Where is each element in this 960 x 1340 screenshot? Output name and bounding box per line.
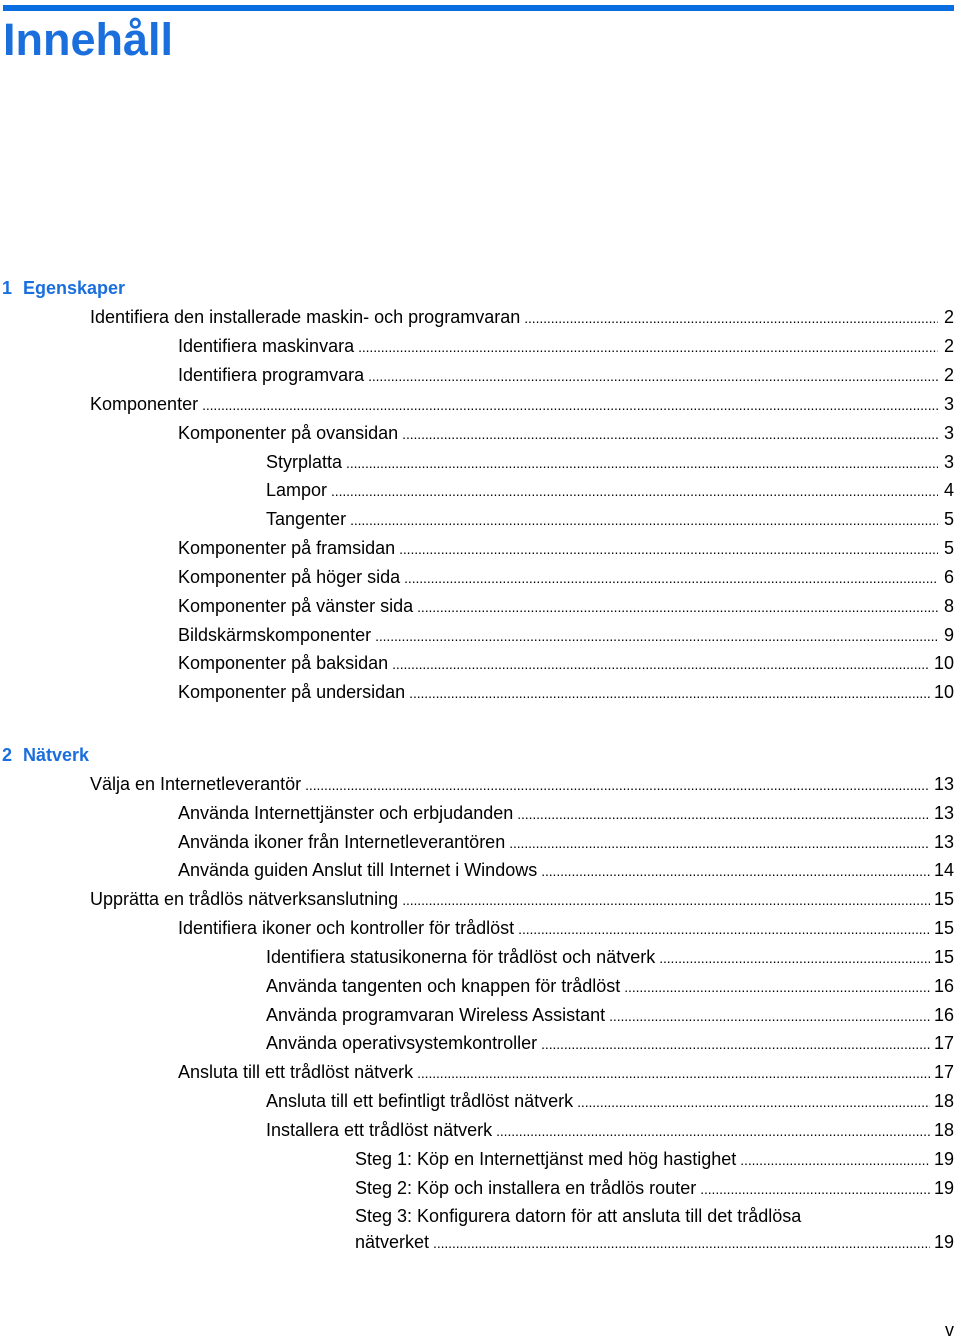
leader-dots (417, 595, 938, 618)
toc-page-number: 19 (933, 1178, 954, 1198)
leader-dots (368, 364, 938, 387)
toc-entry-text: Använda operativsystemkontroller (266, 1033, 538, 1053)
toc-page-number: 5 (943, 538, 954, 558)
toc-entry[interactable] (178, 831, 954, 854)
top-rule (3, 5, 954, 11)
leader-dots (518, 917, 930, 940)
leader-dots (524, 306, 938, 329)
toc-entry-text: Identifiera ikoner och kontroller för trådlöst (178, 918, 515, 938)
toc-entry-text: Identifiera statusikonerna för trådlöst och nätverk (266, 947, 656, 967)
toc-entry-text: Identifiera programvara (178, 365, 365, 385)
toc-entry[interactable] (266, 479, 954, 502)
leader-dots (358, 335, 938, 358)
leader-dots (577, 1090, 930, 1113)
toc-page-number: 15 (933, 918, 954, 938)
toc-entry[interactable] (266, 975, 954, 998)
leader-dots (331, 479, 938, 502)
toc-page-number: 15 (933, 947, 954, 967)
toc-page-number: 10 (933, 682, 954, 702)
leader-dots (202, 393, 938, 416)
toc-entry-text: Tangenter (266, 509, 347, 529)
leader-dots (350, 508, 938, 531)
page-title: Innehåll (3, 14, 174, 65)
leader-dots (399, 537, 938, 560)
toc-entry[interactable] (266, 1090, 954, 1113)
toc-entry-text: Identifiera maskinvara (178, 336, 355, 356)
toc-entry-text: Komponenter (90, 394, 199, 414)
toc-entry[interactable] (178, 566, 954, 589)
toc-page-number: 16 (933, 1005, 954, 1025)
toc-page-number: 19 (933, 1149, 954, 1169)
toc-page-number: 8 (943, 596, 954, 616)
leader-dots (609, 1004, 930, 1027)
toc-entry-text: Upprätta en trådlös nätverksanslutning (90, 889, 399, 909)
toc-entry-text: Lampor (266, 480, 328, 500)
leader-dots (740, 1148, 930, 1171)
toc-entry[interactable] (355, 1177, 954, 1200)
toc-page-number: 17 (933, 1062, 954, 1082)
toc-entry[interactable] (178, 335, 954, 358)
leader-dots (375, 624, 938, 647)
toc-page-number: 3 (943, 423, 954, 443)
toc-page-number: 15 (933, 889, 954, 909)
leader-dots (409, 681, 930, 704)
chapter-heading[interactable] (2, 277, 125, 299)
toc-entry[interactable] (90, 888, 954, 911)
leader-dots (417, 1061, 930, 1084)
chapter-title: Nätverk (23, 745, 90, 765)
leader-dots (509, 831, 930, 854)
toc-entry[interactable] (90, 773, 954, 796)
toc-page-number: 6 (943, 567, 954, 587)
leader-dots (517, 802, 930, 825)
toc-entry-text: Identifiera den installerade maskin- och programvaran (90, 307, 521, 327)
toc-entry-text: Använda tangenten och knappen för trådlöst (266, 976, 621, 996)
toc-entry-text: Använda Internettjänster och erbjudanden (178, 803, 514, 823)
toc-entry[interactable] (178, 859, 954, 882)
chapter-number: 2 (2, 745, 13, 765)
toc-entry-text: Komponenter på baksidan (178, 653, 389, 673)
toc-entry[interactable] (90, 306, 954, 329)
toc-entry-text: Komponenter på vänster sida (178, 596, 414, 616)
toc-page-number: 18 (933, 1091, 954, 1111)
toc-entry-text: nätverket (355, 1232, 430, 1252)
toc-page-number: 3 (943, 452, 954, 472)
toc-entry[interactable] (90, 393, 954, 416)
chapter-number: 1 (2, 278, 13, 298)
toc-entry[interactable] (178, 917, 954, 940)
leader-dots (404, 566, 938, 589)
toc-page-number: 2 (943, 307, 954, 327)
toc-entry[interactable] (266, 1119, 954, 1142)
toc-page-number: 13 (933, 774, 954, 794)
leader-dots (659, 946, 930, 969)
toc-page-number: 16 (933, 976, 954, 996)
toc-entry[interactable] (355, 1231, 954, 1254)
toc-entry-text: Komponenter på höger sida (178, 567, 401, 587)
toc-entry[interactable] (266, 508, 954, 531)
toc-entry-text: Välja en Internetleverantör (90, 774, 302, 794)
chapter-heading[interactable] (2, 744, 89, 766)
leader-dots (392, 652, 930, 675)
toc-page-number: 13 (933, 803, 954, 823)
toc-entry[interactable] (178, 652, 954, 675)
leader-dots (433, 1231, 930, 1254)
toc-entry[interactable] (178, 364, 954, 387)
toc-entry[interactable] (178, 681, 954, 704)
toc-entry-text: Steg 2: Köp och installera en trådlös router (355, 1178, 697, 1198)
toc-entry-text: Använda guiden Anslut till Internet i Windows (178, 860, 538, 880)
toc-entry[interactable] (178, 595, 954, 618)
toc-page-number: 13 (933, 832, 954, 852)
toc-page-number: 14 (933, 860, 954, 880)
toc-entry[interactable] (178, 422, 954, 445)
toc-page-number: 9 (943, 625, 954, 645)
toc-entry[interactable] (355, 1148, 954, 1171)
toc-page-number: 19 (933, 1232, 954, 1252)
toc-page-number: 17 (933, 1033, 954, 1053)
toc-entry-text: Steg 1: Köp en Internettjänst med hög hastighet (355, 1149, 737, 1169)
toc-entry-text: Bildskärmskomponenter (178, 625, 372, 645)
leader-dots (624, 975, 930, 998)
toc-entry-text: Använda programvaran Wireless Assistant (266, 1005, 606, 1025)
toc-page-number: 2 (943, 365, 954, 385)
toc-page-number: 4 (943, 480, 954, 500)
toc-entry[interactable] (178, 624, 954, 647)
toc-entry-text: Ansluta till ett trådlöst nätverk (178, 1062, 414, 1082)
toc-entry[interactable] (178, 537, 954, 560)
leader-dots (305, 773, 930, 796)
chapter-title: Egenskaper (23, 278, 126, 298)
toc-entry-text: Ansluta till ett befintligt trådlöst nätverk (266, 1091, 574, 1111)
toc-page-number: 10 (933, 653, 954, 673)
toc-entry-text: Styrplatta (266, 452, 343, 472)
toc-entry-text: Komponenter på undersidan (178, 682, 406, 702)
toc-entry[interactable] (266, 451, 954, 474)
toc-entry-text: Komponenter på framsidan (178, 538, 396, 558)
leader-dots (346, 451, 938, 474)
toc-page-number: 18 (933, 1120, 954, 1140)
toc-entry-first-line[interactable]: Steg 3: Konfigurera datorn för att ansluta till det trådlösa (355, 1206, 802, 1226)
leader-dots (402, 888, 930, 911)
toc-page-number: 5 (943, 509, 954, 529)
leader-dots (541, 859, 930, 882)
toc-entry-text: Installera ett trådlöst nätverk (266, 1120, 493, 1140)
toc-entry[interactable] (266, 1004, 954, 1027)
toc-entry[interactable] (178, 1061, 954, 1084)
toc-entry-text: Komponenter på ovansidan (178, 423, 399, 443)
toc-entry[interactable] (178, 802, 954, 825)
toc-entry-text: Använda ikoner från Internetleverantören (178, 832, 506, 852)
toc-page-number: 2 (943, 336, 954, 356)
toc-page-number: 3 (943, 394, 954, 414)
leader-dots (700, 1177, 930, 1200)
toc-entry[interactable] (266, 1032, 954, 1055)
page-folio: v (945, 1320, 954, 1340)
leader-dots (496, 1119, 930, 1142)
toc-entry[interactable] (266, 946, 954, 969)
leader-dots (541, 1032, 930, 1055)
leader-dots (402, 422, 938, 445)
